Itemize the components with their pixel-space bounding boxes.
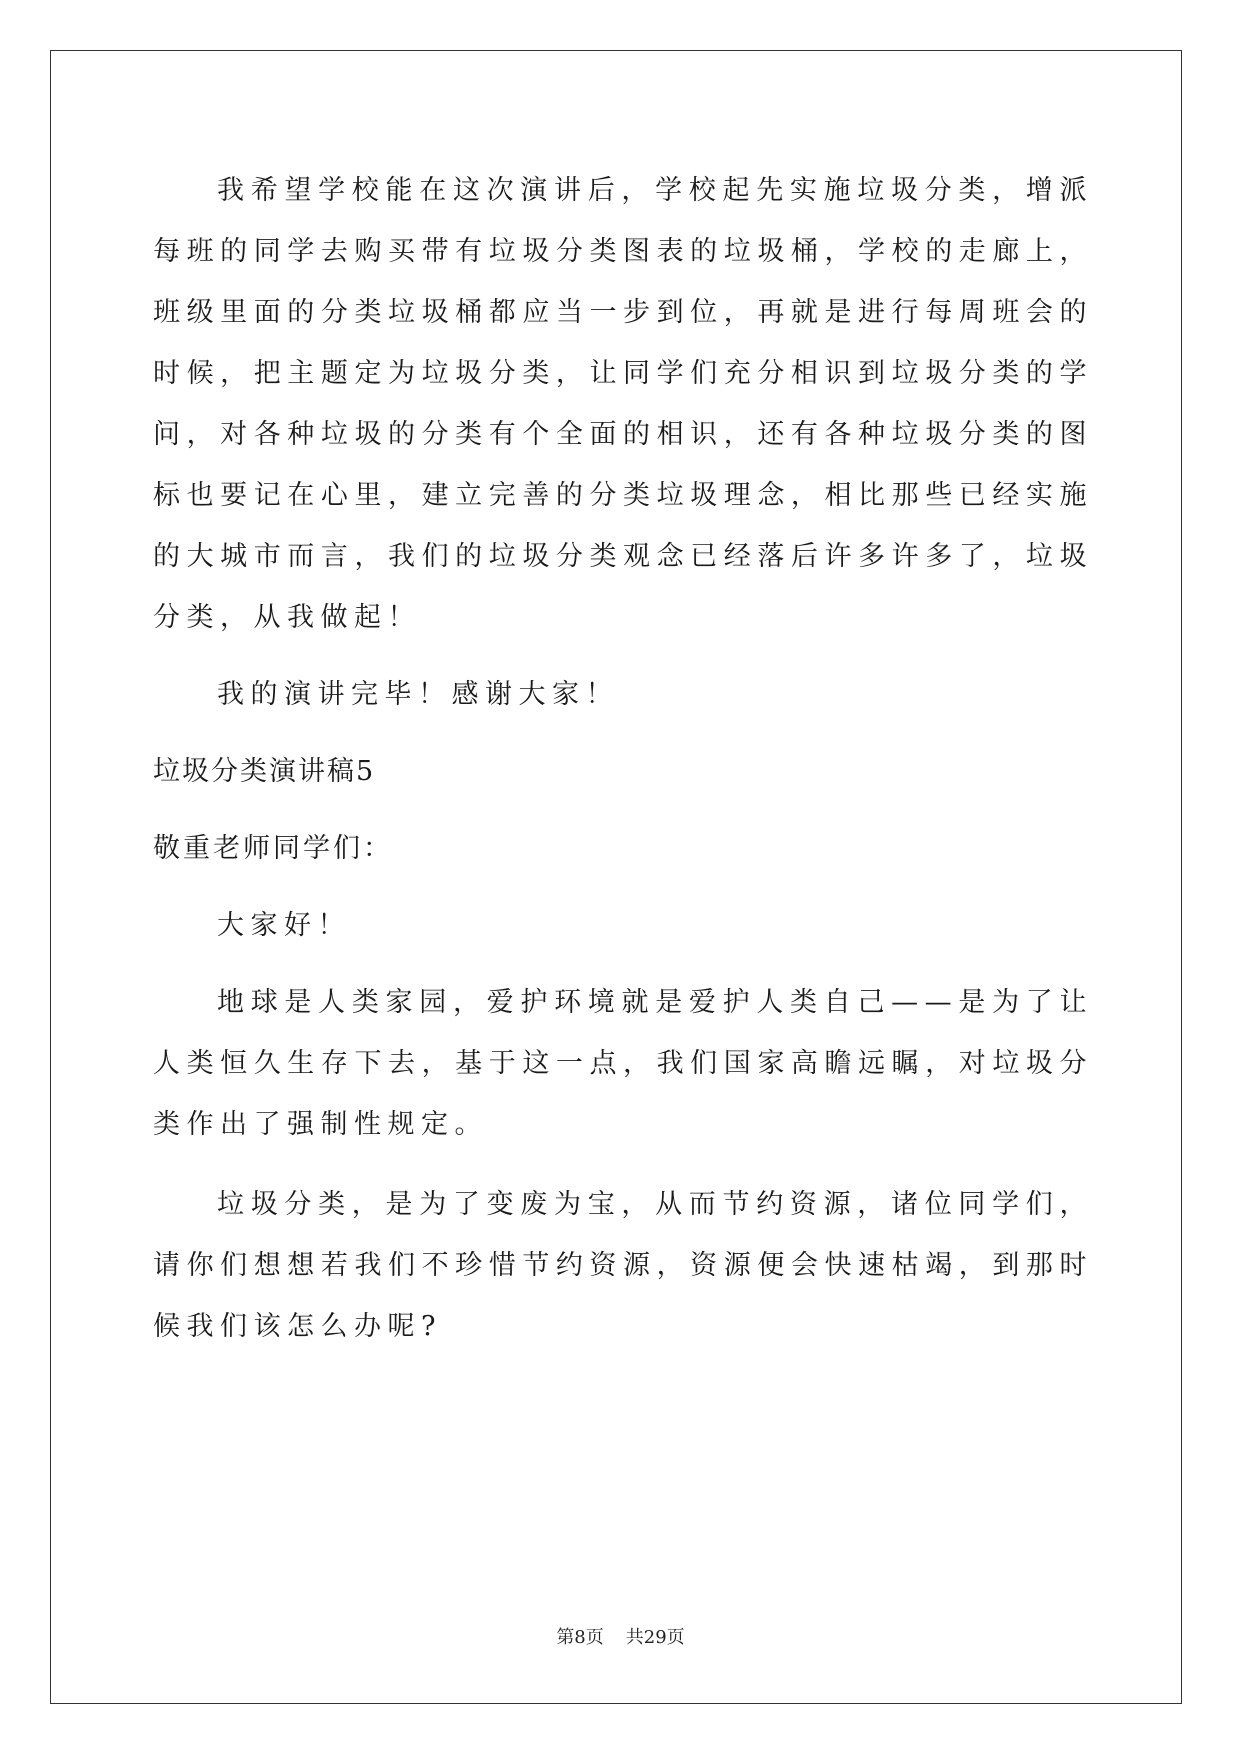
paragraph-school-proposal: 我希望学校能在这次演讲后，学校起先实施垃圾分类，增派每班的同学去购买带有垃圾分类图表的垃圾桶，学校的走廊上，班级里面的分类垃圾桶都应当一步到位，再就是进行每周班会的时候，把主题定为垃圾分类，让同学们充分相识到垃圾分类的学问，对各种垃圾的分类有个全面的相识，还有各种垃圾分类的图标也要记在心里，建立完善的分类垃圾理念，相比那些已经实施的大城市而言，我们的垃圾分类观念已经落后许多许多了，垃圾分类，从我做起！: [153, 175, 1093, 633]
paragraph-closing: 我的演讲完毕！感谢大家！: [217, 679, 619, 710]
paragraph-resources: 垃圾分类，是为了变废为宝，从而节约资源，诸位同学们，请你们想想若我们不珍惜节约资源，资源便会快速枯竭，到那时候我们该怎么办呢?: [153, 1189, 1093, 1342]
paragraph-earth: 地球是人类家园，爱护环境就是爱护人类自己——是为了让人类恒久生存下去，基于这一点，我们国家高瞻远瞩，对垃圾分类作出了强制性规定。: [153, 987, 1093, 1140]
salutation: 敬重老师同学们：: [153, 833, 393, 864]
paragraph-greeting: 大家好！: [217, 910, 351, 941]
page-number: 第8页: [556, 1627, 604, 1648]
page-total: 共29页: [625, 1627, 685, 1648]
document-body: [153, 160, 1093, 1357]
page-footer: [0, 1623, 1241, 1649]
section-heading: 垃圾分类演讲稿5: [153, 756, 376, 787]
